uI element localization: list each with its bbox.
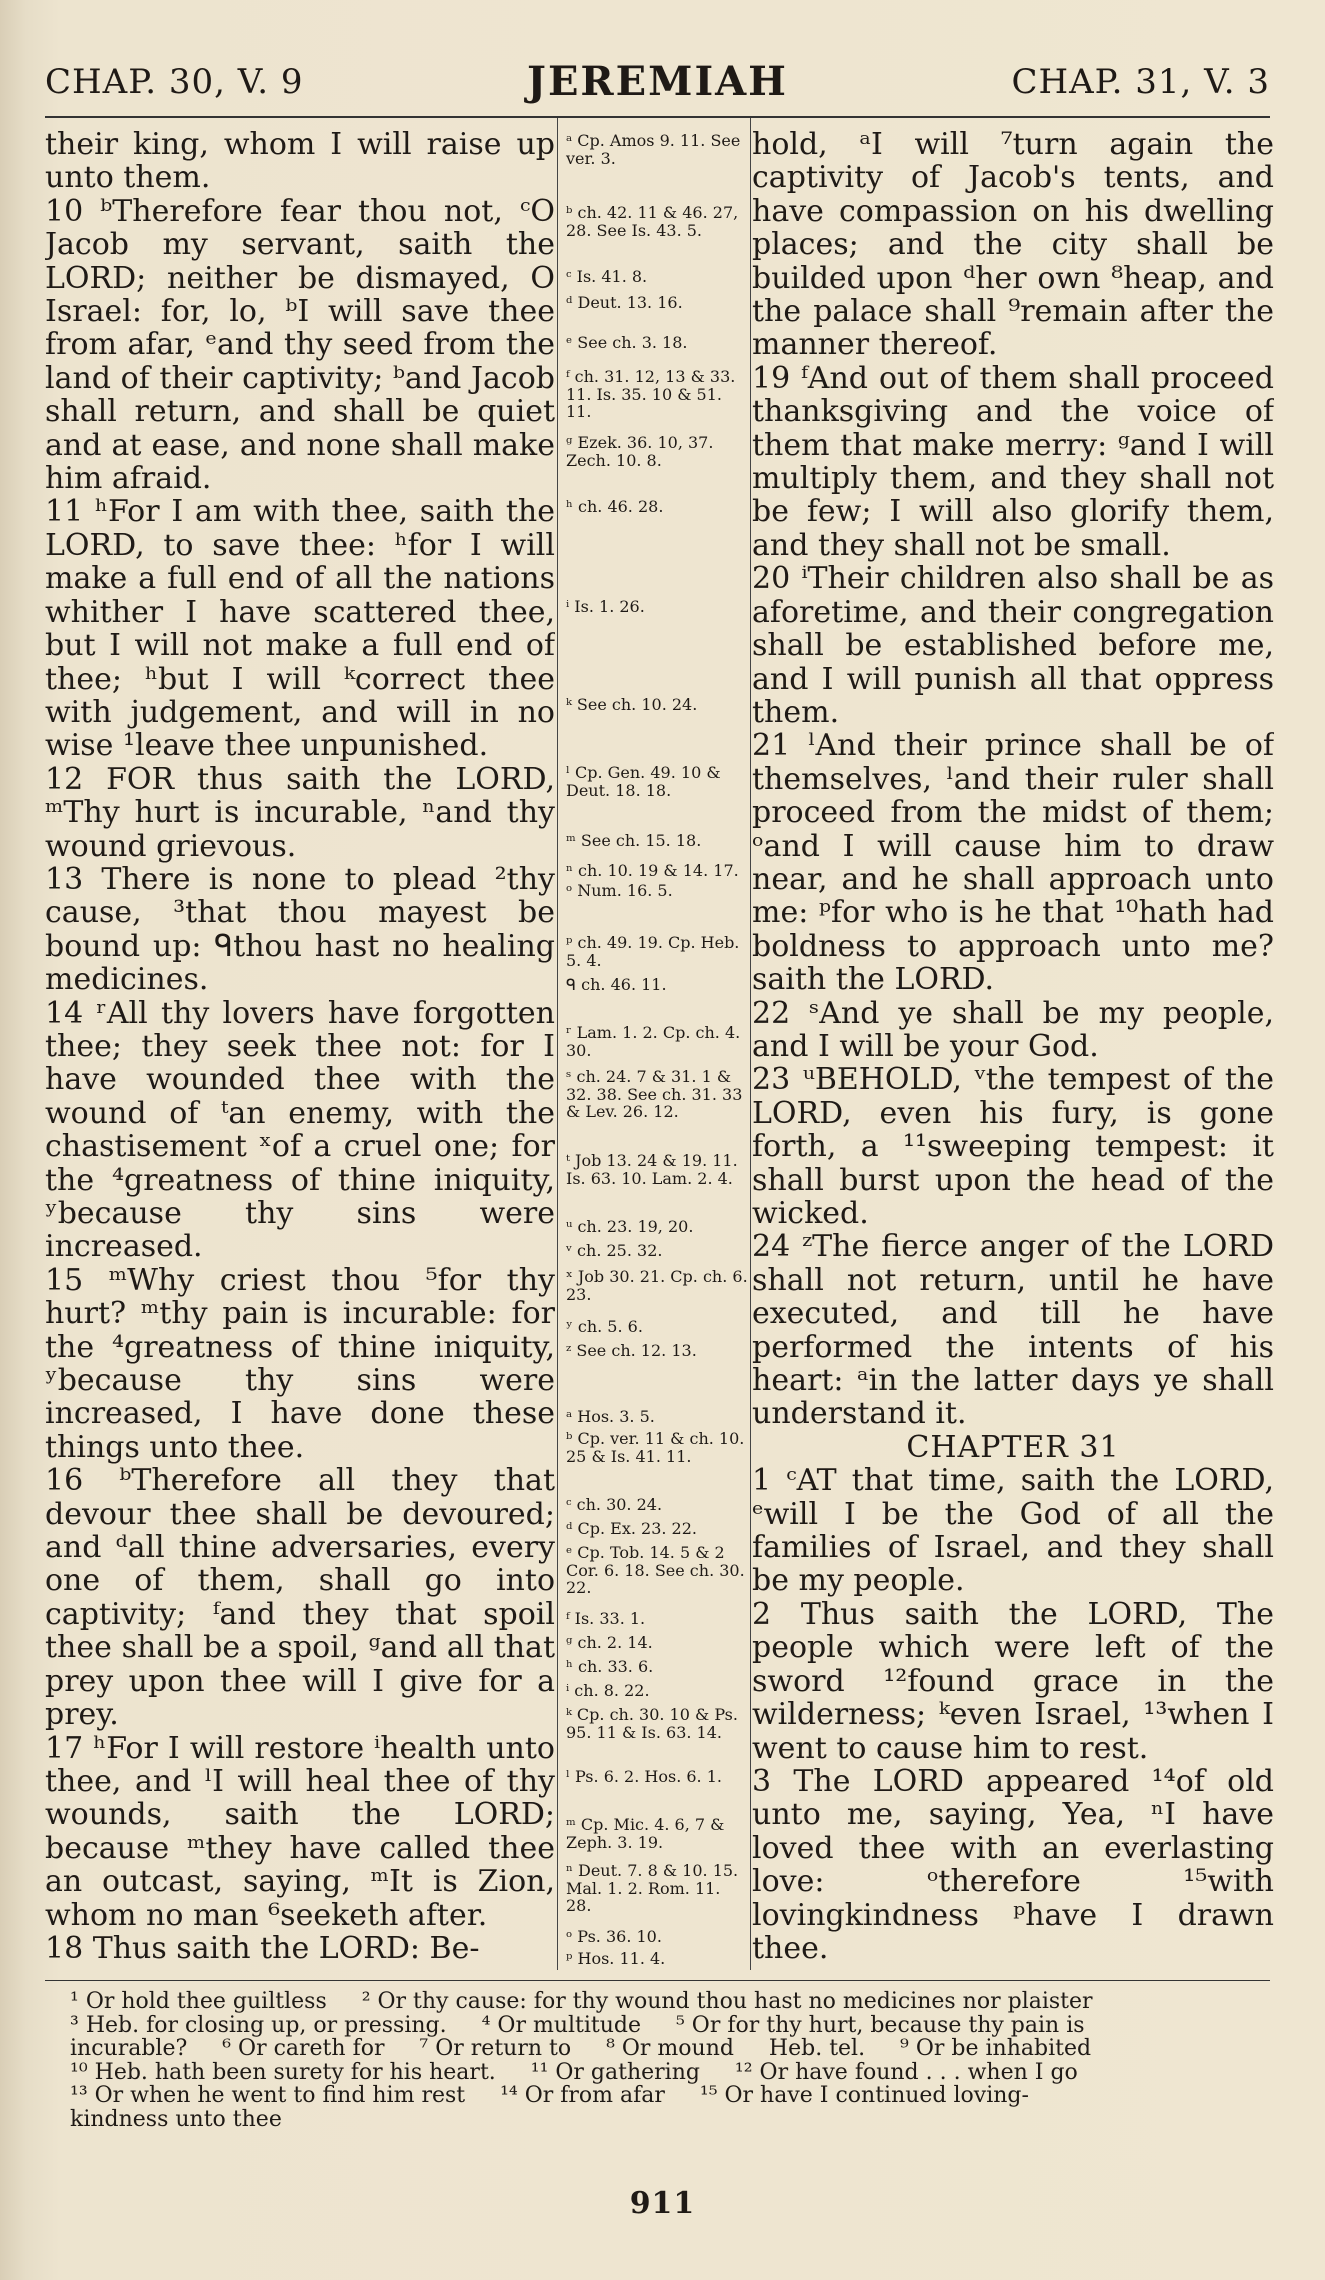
cross-reference: ⁿ ch. 10. 19 & 14. 17.: [566, 861, 739, 880]
verse: 23 ᵘBEHOLD, ᵛthe tempest of the LORD, even his fury, is gone forth, a ¹¹sweeping tempest: it shall burst upon the head of the wicked.: [752, 1062, 1274, 1231]
cross-reference: ʰ ch. 46. 28.: [566, 497, 664, 516]
header-rule: [45, 116, 1270, 118]
cross-reference: ᶻ See ch. 12. 13.: [566, 1341, 697, 1360]
verse: 20 ⁱTheir children also shall be as aforetime, and their congregation shall be established before me, and I will punish all that oppress them.: [752, 561, 1274, 730]
cross-reference: ⁱ Is. 1. 26.: [566, 597, 645, 616]
verse: 14 ʳAll thy lovers have forgotten thee; they seek thee not: for I have wounded thee with the wound of ᵗan enemy, with the chastisement ˣof a cruel one; for the ⁴greatness of thine iniquity, ʸbecause thy sins were increased.: [45, 995, 555, 1265]
cross-reference: ᵖ Hos. 11. 4.: [566, 1949, 666, 1968]
cross-reference: ˡ Cp. Gen. 49. 10 & Deut. 18. 18.: [566, 763, 721, 800]
footnote-line: ¹⁰ Heb. hath been surety for his heart. ¹¹ Or gathering ¹² Or have found . . . when I go: [70, 2059, 1078, 2085]
book-title: JEREMIAH: [527, 58, 788, 105]
cross-reference: ᵇ ch. 42. 11 & 46. 27, 28. See Is. 43. 5.: [566, 203, 739, 240]
verse: 17 ʰFor I will restore ⁱhealth unto thee, and ˡI will heal thee of thy wounds, saith the LORD; because ᵐthey have called thee an outcast, saying, ᵐIt is Zion, whom no man ⁶seeketh after.: [45, 1730, 555, 1933]
cross-reference: ᑫ ch. 46. 11.: [566, 975, 667, 994]
cross-reference: ᵈ Deut. 13. 16.: [566, 293, 683, 312]
verse: 10 ᵇTherefore fear thou not, ᶜO Jacob my servant, saith the LORD; neither be dismayed, O Israel: for, lo, ᵇI will save thee from afar, ᵉand thy seed from the land of their captivity; ᵇand Jacob shall return, and shall be quiet and at ease, and none shall make him afraid.: [45, 193, 555, 497]
footnote-line: ³ Heb. for closing up, or pressing. ⁴ Or multitude ⁵ Or for thy hurt, because thy pain is: [70, 2012, 1085, 2038]
cross-reference: ʰ ch. 33. 6.: [566, 1657, 654, 1676]
verse: 1 ᶜAT that time, saith the LORD, ᵉwill I be the God of all the families of Israel, and they shall be my people.: [752, 1463, 1274, 1599]
footnote-rule: [45, 1980, 1270, 1981]
footnote-line: kindness unto thee: [70, 2106, 282, 2132]
verse: their king, whom I will raise up unto them.: [45, 128, 555, 196]
cross-reference: ᵐ Cp. Mic. 4. 6, 7 & Zeph. 3. 19.: [566, 1815, 725, 1852]
left-text-column: [45, 128, 555, 1971]
cross-reference: ʸ ch. 5. 6.: [566, 1317, 643, 1336]
verse: 12 FOR thus saith the LORD, ᵐThy hurt is incurable, ⁿand thy wound grievous.: [45, 761, 555, 864]
cross-reference: ᵍ Ezek. 36. 10, 37. Zech. 10. 8.: [566, 433, 714, 470]
verse: hold, ᵃI will ⁷turn again the captivity of Jacob's tents, and have compassion on his dwelling places; and the city shall be builded upon ᵈher own ⁸heap, and the palace shall ⁹remain after the manner thereof.: [752, 128, 1274, 363]
cross-reference: ʳ Lam. 1. 2. Cp. ch. 4. 30.: [566, 1023, 741, 1060]
verse: 21 ˡAnd their prince shall be of themselves, ˡand their ruler shall proceed from the midst of them; ᵒand I will cause him to draw near, and he shall approach unto me: ᵖfor who is he that ¹⁰hath had boldness to approach unto me? saith the LORD.: [752, 728, 1274, 998]
column-divider-left: [557, 118, 558, 1970]
cross-reference: ᵍ ch. 2. 14.: [566, 1633, 653, 1652]
cross-reference: ᶜ ch. 30. 24.: [566, 1495, 663, 1514]
cross-reference: ᵏ See ch. 10. 24.: [566, 695, 698, 714]
verse: 13 There is none to plead ²thy cause, ³that thou mayest be bound up: ᑫthou hast no healing medicines.: [45, 861, 555, 998]
cross-reference: ᵃ Hos. 3. 5.: [566, 1407, 655, 1426]
cross-reference: ᵐ See ch. 15. 18.: [566, 831, 702, 850]
cross-reference-column: [560, 128, 750, 1971]
header-left-chapter: CHAP. 30, V. 9: [45, 62, 304, 102]
footnote-line: incurable? ⁶ Or careth for ⁷ Or return to ⁸ Or mound Heb. tel. ⁹ Or be inhabited: [70, 2036, 1092, 2061]
verse: 18 Thus saith the LORD: Be-: [45, 1930, 480, 1966]
cross-reference: ᵛ ch. 25. 32.: [566, 1241, 663, 1260]
header-right-chapter: CHAP. 31, V. 3: [1011, 62, 1270, 102]
verse: 2 Thus saith the LORD, The people which were left of the sword ¹²found grace in the wilderness; ᵏeven Israel, ¹³when I went to cause him to rest.: [752, 1596, 1274, 1766]
verse: 22 ˢAnd ye shall be my people, and I will be your God.: [752, 995, 1274, 1064]
verse: 19 ᶠAnd out of them shall proceed thanksgiving and the voice of them that make merry: ᵍand I will multiply them, and they shall not be few; I will also glorify them, and they shall not be small.: [752, 360, 1274, 563]
cross-reference: ᵒ Num. 16. 5.: [566, 881, 673, 900]
running-header: [45, 52, 1270, 122]
verse: 11 ʰFor I am with thee, saith the LORD, to save thee: ʰfor I will make a full end of all the nations whither I have scattered thee, but I will not make a full end of thee; ʰbut I will ᵏcorrect thee with judgement, and will in no wise ¹leave thee unpunished.: [45, 494, 555, 764]
cross-reference: ᵖ ch. 49. 19. Cp. Heb. 5. 4.: [566, 933, 740, 970]
cross-reference: ᵈ Cp. Ex. 23. 22.: [566, 1519, 697, 1538]
cross-reference: ᵃ Cp. Amos 9. 11. See ver. 3.: [566, 131, 741, 168]
cross-reference: ᵇ Cp. ver. 11 & ch. 10. 25 & Is. 41. 11.: [566, 1429, 745, 1466]
cross-reference: ᵒ Ps. 36. 10.: [566, 1927, 662, 1946]
verse: 15 ᵐWhy criest thou ⁵for thy hurt? ᵐthy pain is incurable: for the ⁴greatness of thine iniquity, ʸbecause thy sins were increased, I have done these things unto thee.: [45, 1262, 555, 1465]
footnotes: [70, 1990, 1270, 2170]
cross-reference: ⁱ ch. 8. 22.: [566, 1681, 650, 1700]
verse: 16 ᵇTherefore all they that devour thee shall be devoured; and ᵈall thine adversaries, every one of them, shall go into captivity; ᶠand they that spoil thee shall be a spoil, ᵍand all that prey upon thee will I give for a prey.: [45, 1463, 555, 1733]
chapter-heading: CHAPTER 31: [906, 1429, 1120, 1465]
cross-reference: ˡ Ps. 6. 2. Hos. 6. 1.: [566, 1767, 722, 1786]
cross-reference: ᵏ Cp. ch. 30. 10 & Ps. 95. 11 & Is. 63. 14.: [566, 1705, 738, 1742]
cross-reference: ᶜ Is. 41. 8.: [566, 267, 648, 286]
footnote-line: ¹ Or hold thee guiltless ² Or thy cause: for thy wound thou hast no medicines nor plaister: [70, 1989, 1093, 2014]
column-divider-right: [750, 118, 751, 1970]
verse: 24 ᶻThe fierce anger of the LORD shall not return, until he have executed, and till he have performed the intents of his heart: ᵃin the latter days ye shall understand it.: [752, 1229, 1274, 1432]
cross-reference: ˣ Job 30. 21. Cp. ch. 6. 23.: [566, 1267, 748, 1304]
right-text-column: [752, 128, 1274, 1971]
verse: 3 The LORD appeared ¹⁴of old unto me, saying, Yea, ⁿI have loved thee with an everlasting love: ᵒtherefore ¹⁵with lovingkindness ᵖhave I drawn thee.: [752, 1763, 1274, 1966]
cross-reference: ᵉ Cp. Tob. 14. 5 & 2 Cor. 6. 18. See ch. 30. 22.: [566, 1543, 745, 1597]
cross-reference: ᵘ ch. 23. 19, 20.: [566, 1217, 694, 1236]
cross-reference: ᵗ Job 13. 24 & 19. 11. Is. 63. 10. Lam. 2. 4.: [566, 1151, 738, 1188]
cross-reference: ᵉ See ch. 3. 18.: [566, 333, 688, 352]
cross-reference: ⁿ Deut. 7. 8 & 10. 15. Mal. 1. 2. Rom. 11. 28.: [566, 1861, 739, 1915]
cross-reference: ᶠ ch. 31. 12, 13 & 33. 11. Is. 35. 10 & 51. 11.: [566, 367, 736, 421]
cross-reference: ˢ ch. 24. 7 & 31. 1 & 32. 38. See ch. 31. 33 & Lev. 26. 12.: [566, 1067, 743, 1121]
cross-reference: ᶠ Is. 33. 1.: [566, 1609, 646, 1628]
footnote-line: ¹³ Or when he went to find him rest ¹⁴ Or from afar ¹⁵ Or have I continued loving-: [70, 2083, 1029, 2108]
page-number: 911: [629, 2186, 696, 2221]
